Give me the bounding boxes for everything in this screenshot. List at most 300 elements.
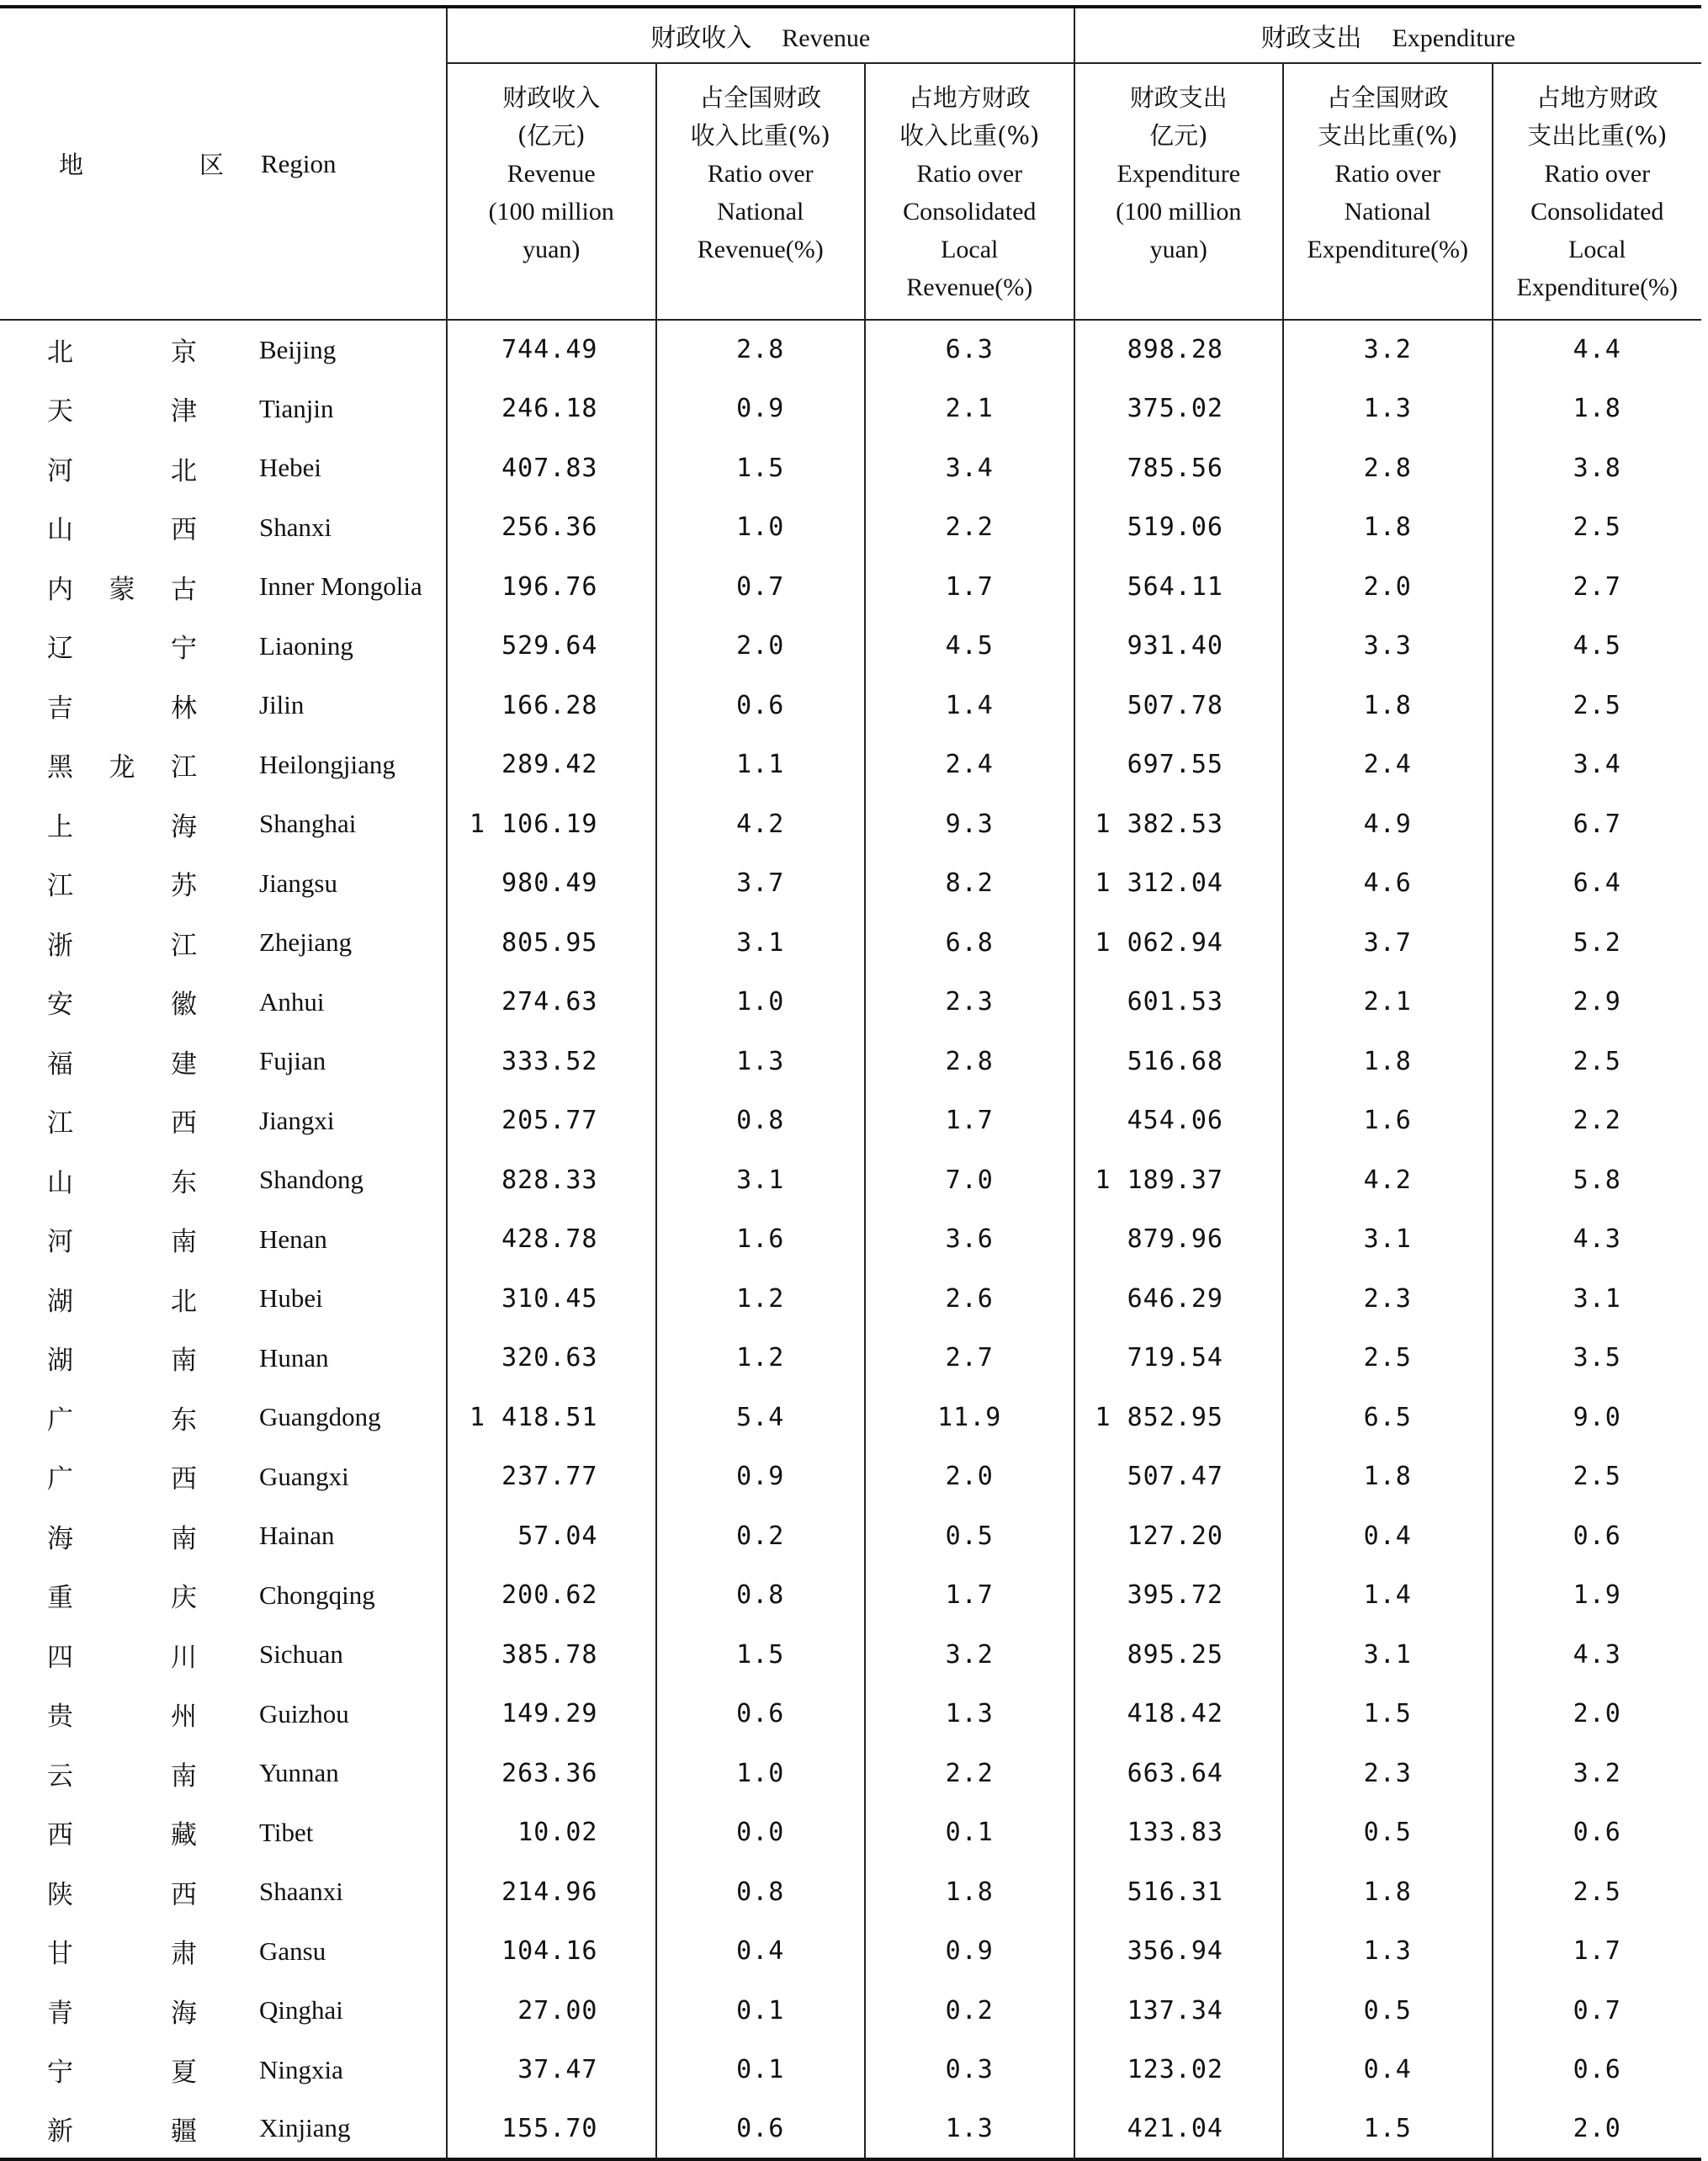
revenue-national-ratio-cell: 1.0: [656, 498, 866, 558]
expenditure-national-ratio-cell: 6.5: [1283, 1388, 1493, 1447]
region-cell: [0, 2100, 447, 2159]
region-name-en: Shanxi: [259, 512, 332, 542]
region-name-zh-char: 藏: [171, 1820, 197, 1851]
expenditure-local-ratio-cell: 0.6: [1573, 1818, 1621, 1848]
revenue-national-ratio-cell: 2.0: [656, 617, 866, 677]
region-header: [0, 7, 447, 320]
expenditure-local-ratio-cell: 0.6: [1573, 1521, 1621, 1551]
table-row: [0, 1981, 1701, 2041]
region-name-en: Chongqing: [259, 1580, 375, 1610]
region-name-zh-char: 海: [47, 1523, 73, 1554]
revenue-national-ratio-cell: 2.8: [656, 320, 866, 380]
region-name-zh-char: 江: [171, 752, 197, 783]
region-name-zh-char: 庆: [171, 1583, 197, 1614]
region-name-en: Jilin: [259, 690, 305, 720]
revenue-cell: 385.78: [447, 1625, 656, 1685]
region-name-zh-char: 南: [171, 1760, 197, 1792]
region-cell: [0, 1862, 447, 1922]
expenditure-cell: 516.68: [1074, 1032, 1284, 1091]
table-row: [0, 1269, 1701, 1329]
expenditure-cell: 356.94: [1074, 1922, 1284, 1982]
column-header-en: Local: [941, 236, 999, 263]
region-name-zh-char: 夏: [171, 2057, 197, 2089]
table-row: [0, 913, 1701, 973]
expenditure-group-zh: 财政支出: [1260, 24, 1362, 53]
expenditure-local-ratio-cell: 9.0: [1573, 1402, 1621, 1432]
revenue-group-en: Revenue: [782, 24, 871, 52]
expenditure-cell: 519.06: [1074, 498, 1284, 558]
region-name-zh-char: 南: [171, 1227, 197, 1258]
revenue-cell: 149.29: [447, 1685, 656, 1744]
revenue-cell: 1 106.19: [447, 794, 656, 854]
region-cell: [0, 1981, 447, 2041]
region-name-en: Hebei: [259, 453, 322, 483]
revenue-cell: 407.83: [447, 438, 656, 498]
table-row: [0, 1447, 1701, 1507]
table-row: [0, 973, 1701, 1033]
column-header-en: yuan): [522, 236, 581, 263]
region-name-en: Anhui: [259, 986, 325, 1017]
expenditure-national-ratio-cell: 2.1: [1283, 973, 1493, 1033]
region-cell: [0, 1091, 447, 1151]
region-cell: [0, 735, 447, 795]
revenue-local-ratio-cell: 6.8: [865, 913, 1074, 973]
revenue-national-ratio-cell: 0.6: [656, 676, 866, 735]
column-header: [1283, 63, 1493, 320]
region-name-zh-char: 东: [171, 1167, 197, 1198]
revenue-national-ratio-cell: 0.1: [656, 2041, 866, 2100]
column-header: [1493, 63, 1702, 320]
column-header-en: Consolidated: [1530, 198, 1664, 226]
region-cell: [0, 1269, 447, 1329]
expenditure-cell: 646.29: [1074, 1269, 1284, 1329]
revenue-national-ratio-cell: 1.6: [656, 1210, 866, 1270]
region-name-en: Jiangxi: [259, 1105, 335, 1135]
region-cell: [0, 557, 447, 617]
region-name-zh-char: 古: [171, 574, 197, 605]
revenue-local-ratio-cell: 6.3: [865, 320, 1074, 380]
revenue-cell: 246.18: [447, 380, 656, 439]
expenditure-national-ratio-cell: 2.8: [1283, 438, 1493, 498]
revenue-local-ratio-cell: 2.6: [865, 1269, 1074, 1329]
table-row: [0, 1091, 1701, 1151]
column-header: [656, 63, 866, 320]
expenditure-cell: 127.20: [1074, 1506, 1284, 1566]
revenue-local-ratio-cell: 1.7: [865, 557, 1074, 617]
region-name-en: Jiangsu: [259, 868, 337, 898]
revenue-national-ratio-cell: 0.1: [656, 1981, 866, 2041]
region-name-zh-char: 北: [171, 1286, 197, 1317]
region-name-zh-char: 津: [171, 396, 197, 427]
table-row: [0, 854, 1701, 914]
region-name-zh-char: 西: [171, 1879, 197, 1910]
table-header: [0, 7, 1701, 320]
region-cell: [0, 676, 447, 735]
region-name-en: Hainan: [259, 1521, 335, 1551]
revenue-national-ratio-cell: 5.4: [656, 1388, 866, 1447]
region-name-zh-char: 西: [171, 1464, 197, 1495]
region-header-en: Region: [261, 148, 337, 178]
region-name-zh-char: 贵: [47, 1702, 73, 1733]
region-name-en: Tianjin: [259, 393, 334, 423]
expenditure-national-ratio-cell: 4.6: [1283, 854, 1493, 914]
revenue-cell: 289.42: [447, 735, 656, 795]
region-name-zh-char: 辽: [47, 634, 73, 665]
region-name-zh-char: 福: [47, 1049, 73, 1080]
revenue-local-ratio-cell: 8.2: [865, 854, 1074, 914]
region-cell: [0, 617, 447, 677]
revenue-cell: 166.28: [447, 676, 656, 735]
expenditure-local-ratio-cell: 2.5: [1573, 512, 1621, 543]
column-header: [447, 63, 656, 320]
table-row: [0, 1566, 1701, 1626]
expenditure-cell: 895.25: [1074, 1625, 1284, 1685]
revenue-cell: 333.52: [447, 1032, 656, 1091]
expenditure-national-ratio-cell: 1.4: [1283, 1566, 1493, 1626]
region-cell: [0, 1803, 447, 1863]
expenditure-national-ratio-cell: 3.1: [1283, 1625, 1493, 1685]
region-cell: [0, 1388, 447, 1447]
revenue-local-ratio-cell: 2.2: [865, 1744, 1074, 1803]
table-row: [0, 794, 1701, 854]
column-header-en: Revenue(%): [906, 273, 1033, 301]
region-name-zh-char: 西: [47, 1820, 73, 1851]
revenue-national-ratio-cell: 4.2: [656, 794, 866, 854]
revenue-cell: 980.49: [447, 854, 656, 914]
expenditure-cell: 1 852.95: [1074, 1388, 1284, 1447]
table-row: [0, 2100, 1701, 2159]
expenditure-national-ratio-cell: 2.0: [1283, 557, 1493, 617]
expenditure-cell: 719.54: [1074, 1329, 1284, 1388]
column-header-zh: 财政收入: [502, 83, 601, 112]
column-header-en: Expenditure: [1117, 160, 1241, 188]
expenditure-national-ratio-cell: 1.5: [1283, 2100, 1493, 2159]
revenue-cell: 10.02: [447, 1803, 656, 1863]
region-name-en: Beijing: [259, 334, 337, 364]
revenue-national-ratio-cell: 0.7: [656, 557, 866, 617]
revenue-group-zh: 财政收入: [650, 24, 752, 53]
revenue-local-ratio-cell: 1.4: [865, 676, 1074, 735]
column-header-zh: 占全国财政: [699, 83, 822, 112]
revenue-national-ratio-cell: 0.9: [656, 1447, 866, 1507]
column-header: [1074, 63, 1284, 320]
revenue-national-ratio-cell: 1.2: [656, 1269, 866, 1329]
region-name-zh-char: 徽: [171, 990, 197, 1021]
region-name-zh-char: 新: [47, 2116, 73, 2147]
revenue-cell: 529.64: [447, 617, 656, 677]
region-name-en: Guizhou: [259, 1698, 349, 1728]
region-name-en: Qinghai: [259, 1995, 343, 2026]
region-name-en: Henan: [259, 1224, 327, 1254]
expenditure-national-ratio-cell: 1.3: [1283, 1922, 1493, 1982]
expenditure-cell: 133.83: [1074, 1803, 1284, 1863]
expenditure-group-en: Expenditure: [1392, 24, 1516, 52]
column-header-zh-unit: 收入比重(%): [690, 121, 830, 150]
revenue-local-ratio-cell: 0.3: [865, 2041, 1074, 2100]
column-header-en: Revenue: [507, 160, 596, 188]
revenue-local-ratio-cell: 7.0: [865, 1150, 1074, 1210]
expenditure-cell: 395.72: [1074, 1566, 1284, 1626]
region-name-zh-char: 西: [171, 515, 197, 546]
expenditure-cell: 375.02: [1074, 380, 1284, 439]
expenditure-national-ratio-cell: 0.4: [1283, 2041, 1493, 2100]
expenditure-cell: 516.31: [1074, 1862, 1284, 1922]
region-name-zh-char: 湖: [47, 1346, 73, 1377]
expenditure-national-ratio-cell: 2.4: [1283, 735, 1493, 795]
table-row: [0, 320, 1701, 380]
region-cell: [0, 1625, 447, 1685]
expenditure-local-ratio-cell: 2.5: [1573, 1462, 1621, 1492]
region-name-en: Hubei: [259, 1283, 323, 1314]
table-row: [0, 1744, 1701, 1803]
revenue-cell: 744.49: [447, 320, 656, 380]
column-header-zh: 占全国财政: [1326, 83, 1449, 112]
region-name-zh-char: 山: [47, 1167, 73, 1198]
revenue-national-ratio-cell: 0.6: [656, 2100, 866, 2159]
revenue-local-ratio-cell: 1.8: [865, 1862, 1074, 1922]
region-name-en: Heilongjiang: [259, 749, 395, 779]
revenue-cell: 428.78: [447, 1210, 656, 1270]
region-name-en: Gansu: [259, 1935, 326, 1966]
region-cell: [0, 854, 447, 914]
table-row: [0, 1329, 1701, 1388]
fiscal-table: [0, 5, 1701, 2161]
region-name-zh-char: 青: [47, 1998, 73, 2029]
region-name-zh-char: 甘: [47, 1939, 73, 1970]
region-name-zh-char: 重: [47, 1583, 73, 1614]
expenditure-local-ratio-cell: 3.2: [1573, 1758, 1621, 1788]
region-name-en: Zhejiang: [259, 927, 353, 958]
region-name-en: Fujian: [259, 1046, 326, 1076]
region-name-zh-char: 北: [171, 455, 197, 486]
revenue-national-ratio-cell: 0.8: [656, 1862, 866, 1922]
expenditure-cell: 564.11: [1074, 557, 1284, 617]
table-row: [0, 1388, 1701, 1447]
expenditure-cell: 137.34: [1074, 1981, 1284, 2041]
revenue-cell: 320.63: [447, 1329, 656, 1388]
expenditure-national-ratio-cell: 3.3: [1283, 617, 1493, 677]
revenue-cell: 214.96: [447, 1862, 656, 1922]
revenue-national-ratio-cell: 1.0: [656, 973, 866, 1033]
expenditure-cell: 123.02: [1074, 2041, 1284, 2100]
table-row: [0, 1032, 1701, 1091]
expenditure-local-ratio-cell: 1.8: [1573, 394, 1621, 424]
expenditure-national-ratio-cell: 1.3: [1283, 380, 1493, 439]
column-header-en: Expenditure(%): [1516, 273, 1679, 301]
expenditure-local-ratio-cell: 6.4: [1573, 868, 1621, 899]
revenue-local-ratio-cell: 9.3: [865, 794, 1074, 854]
region-name-zh-char: 州: [171, 1702, 197, 1733]
column-header-en: National: [1344, 198, 1431, 226]
expenditure-local-ratio-cell: 1.9: [1573, 1580, 1621, 1611]
region-name-en: Guangdong: [259, 1402, 381, 1432]
revenue-local-ratio-cell: 2.2: [865, 498, 1074, 558]
region-name-en: Guangxi: [259, 1461, 349, 1491]
revenue-local-ratio-cell: 0.1: [865, 1803, 1074, 1863]
revenue-local-ratio-cell: 1.3: [865, 2100, 1074, 2159]
revenue-national-ratio-cell: 0.4: [656, 1922, 866, 1982]
table-row: [0, 1625, 1701, 1685]
revenue-national-ratio-cell: 0.8: [656, 1566, 866, 1626]
expenditure-national-ratio-cell: 1.8: [1283, 498, 1493, 558]
expenditure-local-ratio-cell: 3.4: [1573, 750, 1621, 780]
region-name-en: Tibet: [259, 1817, 314, 1847]
region-cell: [0, 1447, 447, 1507]
revenue-national-ratio-cell: 1.2: [656, 1329, 866, 1388]
revenue-local-ratio-cell: 0.5: [865, 1506, 1074, 1566]
revenue-local-ratio-cell: 2.1: [865, 380, 1074, 439]
table-row: [0, 557, 1701, 617]
revenue-cell: 828.33: [447, 1150, 656, 1210]
expenditure-local-ratio-cell: 2.2: [1573, 1106, 1621, 1136]
expenditure-national-ratio-cell: 2.3: [1283, 1744, 1493, 1803]
expenditure-national-ratio-cell: 0.4: [1283, 1506, 1493, 1566]
revenue-local-ratio-cell: 2.0: [865, 1447, 1074, 1507]
expenditure-local-ratio-cell: 5.2: [1573, 927, 1621, 958]
expenditure-national-ratio-cell: 3.2: [1283, 320, 1493, 380]
revenue-cell: 57.04: [447, 1506, 656, 1566]
table-row: [0, 1862, 1701, 1922]
revenue-cell: 805.95: [447, 913, 656, 973]
region-name-zh-char: 龙: [109, 752, 135, 783]
column-header-zh-unit: (亿元): [517, 121, 586, 150]
expenditure-cell: 421.04: [1074, 2100, 1284, 2159]
region-name-zh-char: 河: [47, 455, 73, 486]
region-name-zh-char: 西: [171, 1108, 197, 1139]
column-header-zh: 占地方财政: [908, 83, 1031, 112]
region-name-zh-char: 蒙: [109, 574, 135, 605]
region-name-zh-char: 林: [171, 693, 197, 724]
expenditure-local-ratio-cell: 2.0: [1573, 1699, 1621, 1729]
revenue-cell: 196.76: [447, 557, 656, 617]
region-name-zh-char: 江: [47, 1108, 73, 1139]
revenue-group-header: [447, 7, 1074, 63]
expenditure-local-ratio-cell: 2.5: [1573, 1877, 1621, 1907]
column-header: [865, 63, 1074, 320]
expenditure-cell: 1 189.37: [1074, 1150, 1284, 1210]
expenditure-local-ratio-cell: 4.4: [1573, 335, 1621, 365]
expenditure-cell: 507.47: [1074, 1447, 1284, 1507]
expenditure-cell: 898.28: [1074, 320, 1284, 380]
expenditure-national-ratio-cell: 3.1: [1283, 1210, 1493, 1270]
table-row: [0, 735, 1701, 795]
revenue-local-ratio-cell: 0.9: [865, 1922, 1074, 1982]
expenditure-local-ratio-cell: 4.3: [1573, 1224, 1621, 1255]
column-header-en: National: [717, 198, 804, 226]
revenue-cell: 1 418.51: [447, 1388, 656, 1447]
region-name-zh-char: 浙: [47, 930, 73, 961]
region-name-zh-char: 天: [47, 396, 73, 427]
region-cell: [0, 438, 447, 498]
region-name-en: Hunan: [259, 1342, 329, 1373]
table-row: [0, 1150, 1701, 1210]
region-cell: [0, 1329, 447, 1388]
revenue-national-ratio-cell: 1.5: [656, 1625, 866, 1685]
table-row: [0, 498, 1701, 558]
table-row: [0, 1803, 1701, 1863]
region-name-zh-char: 吉: [47, 693, 73, 724]
region-name-en: Liaoning: [259, 630, 353, 661]
expenditure-national-ratio-cell: 1.8: [1283, 1032, 1493, 1091]
table-row: [0, 617, 1701, 677]
expenditure-national-ratio-cell: 2.5: [1283, 1329, 1493, 1388]
region-name-zh-char: 江: [171, 930, 197, 961]
expenditure-national-ratio-cell: 1.5: [1283, 1685, 1493, 1744]
region-name-zh-char: 肃: [171, 1939, 197, 1970]
revenue-national-ratio-cell: 1.0: [656, 1744, 866, 1803]
expenditure-local-ratio-cell: 2.7: [1573, 571, 1621, 602]
expenditure-cell: 663.64: [1074, 1744, 1284, 1803]
table-row: [0, 380, 1701, 439]
region-cell: [0, 1506, 447, 1566]
column-header-en: (100 million: [1116, 198, 1242, 226]
revenue-national-ratio-cell: 3.1: [656, 1150, 866, 1210]
revenue-national-ratio-cell: 0.9: [656, 380, 866, 439]
region-name-en: Inner Mongolia: [259, 571, 422, 602]
region-name-zh-char: 上: [47, 811, 73, 842]
expenditure-national-ratio-cell: 1.8: [1283, 676, 1493, 735]
region-name-en: Ningxia: [259, 2054, 343, 2084]
column-header-en: Revenue(%): [697, 236, 824, 263]
region-name-zh-char: 川: [171, 1642, 197, 1673]
expenditure-national-ratio-cell: 3.7: [1283, 913, 1493, 973]
revenue-local-ratio-cell: 3.2: [865, 1625, 1074, 1685]
region-name-zh-char: 江: [47, 871, 73, 902]
region-name-zh-char: 北: [47, 337, 73, 369]
expenditure-local-ratio-cell: 5.8: [1573, 1165, 1621, 1195]
region-name-zh-char: 宁: [47, 2057, 73, 2089]
column-header-zh: 占地方财政: [1536, 83, 1658, 112]
table-row: [0, 438, 1701, 498]
expenditure-cell: 879.96: [1074, 1210, 1284, 1270]
column-header-en: yuan): [1149, 236, 1207, 263]
region-name-zh-char: 海: [171, 811, 197, 842]
region-name-zh-char: 广: [47, 1404, 73, 1436]
region-name-zh-char: 黑: [47, 752, 73, 783]
revenue-national-ratio-cell: 0.0: [656, 1803, 866, 1863]
revenue-local-ratio-cell: 11.9: [865, 1388, 1074, 1447]
expenditure-local-ratio-cell: 2.9: [1573, 987, 1621, 1017]
revenue-national-ratio-cell: 1.3: [656, 1032, 866, 1091]
expenditure-group-header: [1074, 7, 1702, 63]
region-cell: [0, 913, 447, 973]
revenue-cell: 237.77: [447, 1447, 656, 1507]
revenue-cell: 104.16: [447, 1922, 656, 1982]
region-name-en: Yunnan: [259, 1758, 339, 1788]
expenditure-local-ratio-cell: 0.6: [1573, 2055, 1621, 2085]
revenue-local-ratio-cell: 3.6: [865, 1210, 1074, 1270]
region-name-en: Sichuan: [259, 1639, 343, 1670]
region-cell: [0, 1922, 447, 1982]
region-name-en: Shanghai: [259, 809, 357, 839]
region-name-zh-char: 安: [47, 990, 73, 1021]
revenue-cell: 205.77: [447, 1091, 656, 1151]
expenditure-local-ratio-cell: 0.7: [1573, 1995, 1621, 2026]
column-header-zh-unit: 支出比重(%): [1527, 121, 1668, 150]
table-row: [0, 1922, 1701, 1982]
expenditure-local-ratio-cell: 2.5: [1573, 1046, 1621, 1076]
expenditure-local-ratio-cell: 3.8: [1573, 453, 1621, 483]
region-name-zh-char: 苏: [171, 871, 197, 902]
region-header-zh-2: 区: [199, 151, 224, 179]
region-name-zh-char: 东: [171, 1404, 197, 1436]
revenue-local-ratio-cell: 0.2: [865, 1981, 1074, 2041]
revenue-national-ratio-cell: 0.8: [656, 1091, 866, 1151]
region-name-zh-char: 海: [171, 1998, 197, 2029]
region-cell: [0, 1566, 447, 1626]
region-name-zh-char: 山: [47, 515, 73, 546]
expenditure-cell: 931.40: [1074, 617, 1284, 677]
